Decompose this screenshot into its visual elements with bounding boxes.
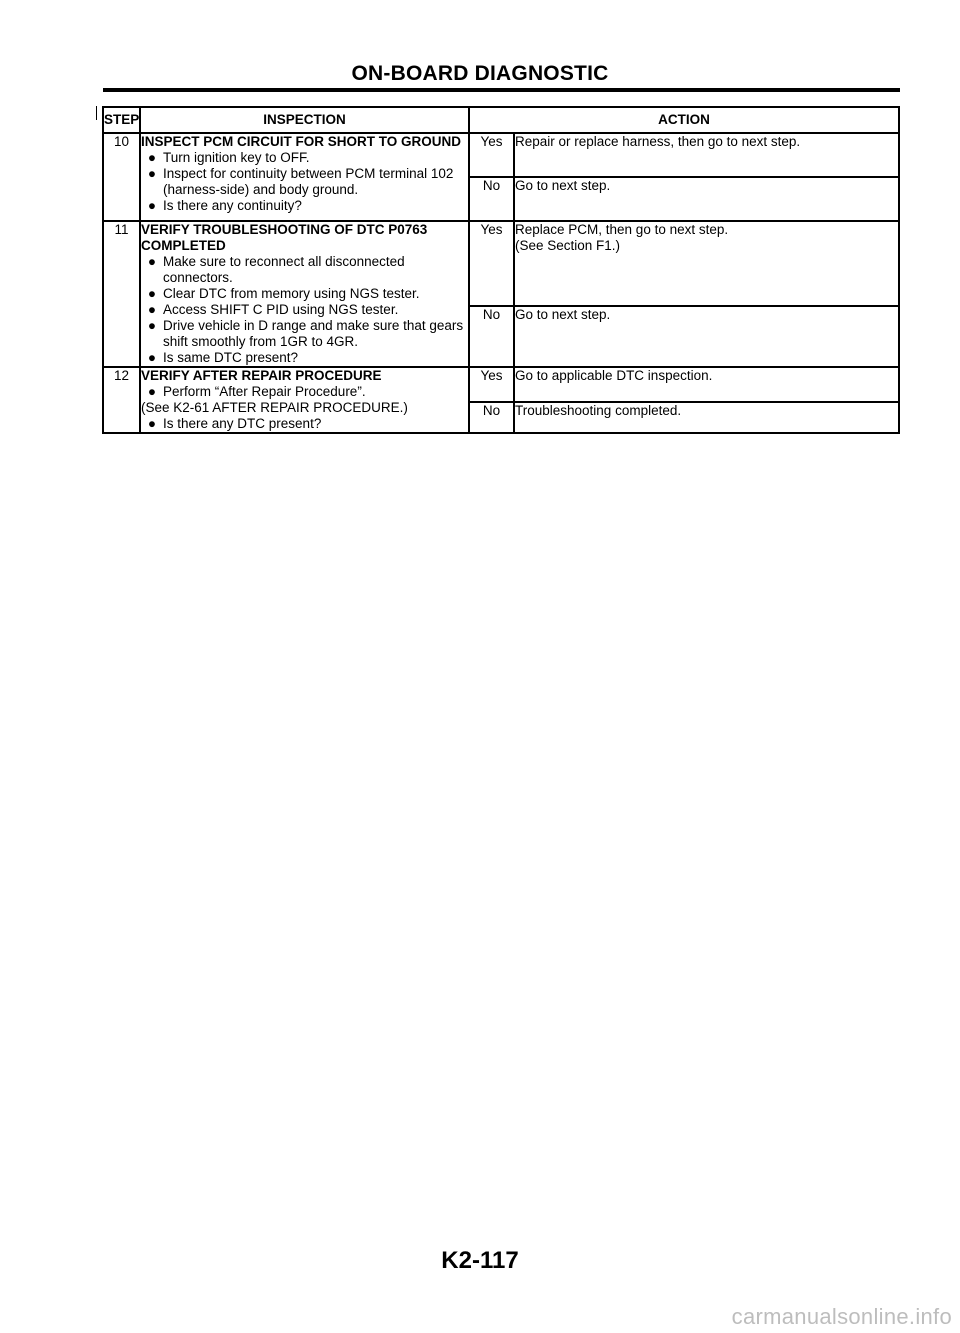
inspection-item: ● Is same DTC present? — [141, 350, 468, 366]
result-label-no: No — [469, 402, 514, 433]
bullet-icon: ● — [147, 318, 157, 333]
diagnostic-table — [102, 106, 900, 434]
result-label-no: No — [469, 306, 514, 367]
inspection-item: ● Make sure to reconnect all disconnected connectors. — [141, 254, 468, 286]
inspection-cell — [140, 367, 469, 433]
inspection-item: ● Drive vehicle in D range and make sure that gears shift smoothly from 1GR to 4GR. — [141, 318, 468, 350]
inspection-item: ● Perform “After Repair Procedure”. — [141, 384, 468, 400]
column-header-action: ACTION — [469, 107, 899, 133]
action-cell — [514, 221, 899, 306]
header-rule — [103, 88, 900, 92]
action-cell: Go to next step. — [514, 177, 899, 221]
page-title: ON-BOARD DIAGNOSTIC — [351, 62, 609, 85]
table-row-step-11 — [103, 221, 899, 306]
bullet-icon: ● — [147, 416, 157, 431]
action-cell: Go to next step. — [514, 306, 899, 367]
bullet-icon: ● — [147, 198, 157, 213]
step-number: 10 — [103, 133, 140, 221]
inspection-item: ● Clear DTC from memory using NGS tester. — [141, 286, 468, 302]
inspection-item: ● Inspect for continuity between PCM terminal 102 (harness-side) and body ground. — [141, 166, 468, 198]
inspection-cell — [140, 221, 469, 367]
table-row-step-12 — [103, 367, 899, 402]
bullet-icon: ● — [147, 150, 157, 165]
bullet-icon: ● — [147, 302, 157, 317]
action-cell: Repair or replace harness, then go to next step. — [514, 133, 899, 177]
column-header-inspection: INSPECTION — [140, 107, 469, 133]
step-number: 12 — [103, 367, 140, 433]
bullet-icon: ● — [147, 166, 157, 181]
result-label-yes: Yes — [469, 221, 514, 306]
column-header-step: STEP — [103, 107, 140, 133]
inspection-item: ● Is there any DTC present? — [141, 416, 468, 432]
page-number: K2-117 — [441, 1247, 519, 1274]
inspection-item: ● Access SHIFT C PID using NGS tester. — [141, 302, 468, 318]
action-text: Replace PCM, then go to next step. — [515, 222, 729, 237]
inspection-title: VERIFY AFTER REPAIR PROCEDURE — [141, 368, 382, 383]
result-label-yes: Yes — [469, 367, 514, 402]
table-header-row — [103, 107, 899, 133]
inspection-reference: (See K2-61 AFTER REPAIR PROCEDURE.) — [141, 400, 408, 415]
result-label-yes: Yes — [469, 133, 514, 177]
watermark: carmanualsonline.info — [731, 1304, 952, 1329]
inspection-title: INSPECT PCM CIRCUIT FOR SHORT TO GROUND — [141, 134, 462, 149]
inspection-item: ● Is there any continuity? — [141, 198, 468, 214]
bullet-icon: ● — [147, 384, 157, 399]
action-reference: (See Section F1.) — [515, 238, 621, 253]
bullet-icon: ● — [147, 350, 157, 365]
bullet-icon: ● — [147, 254, 157, 269]
result-label-no: No — [469, 177, 514, 221]
inspection-title: VERIFY TROUBLESHOOTING OF DTC P0763 COMPLETED — [141, 222, 428, 253]
inspection-item: ● Turn ignition key to OFF. — [141, 150, 468, 166]
step-number: 11 — [103, 221, 140, 367]
margin-tick — [96, 106, 97, 120]
action-cell: Troubleshooting completed. — [514, 402, 899, 433]
bullet-icon: ● — [147, 286, 157, 301]
table-row-step-10 — [103, 133, 899, 177]
action-cell: Go to applicable DTC inspection. — [514, 367, 899, 402]
inspection-cell — [140, 133, 469, 221]
